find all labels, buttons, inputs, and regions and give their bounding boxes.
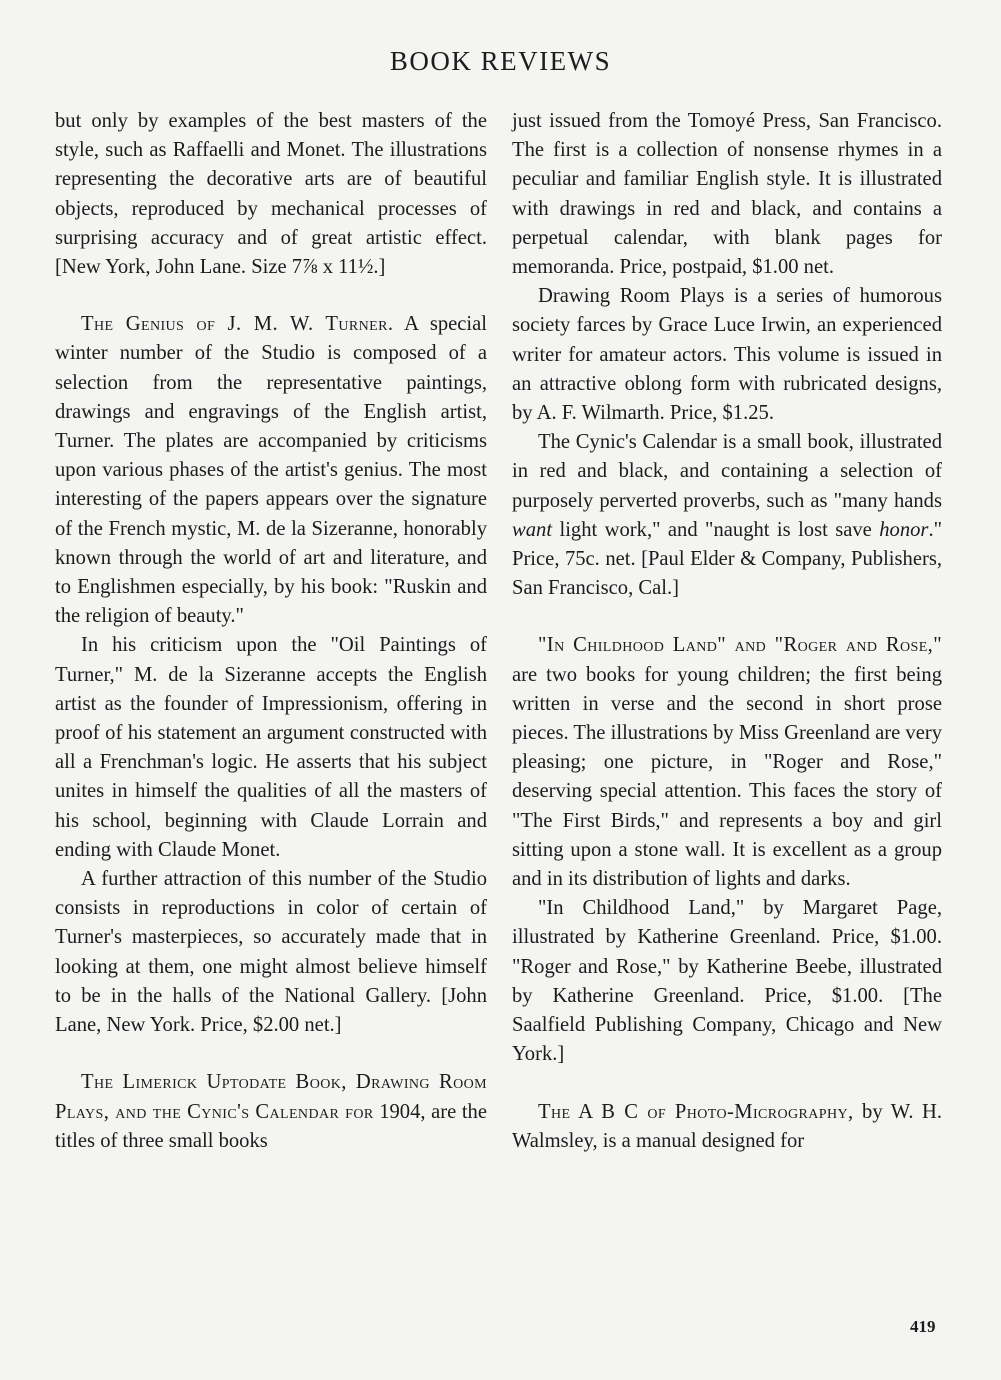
- review-title: The A B C of Photo-Micrography,: [538, 1100, 854, 1123]
- text-run: ." Price, 75c. net. [Paul Elder & Company, Publishers, San Francisco, Cal.]: [512, 518, 942, 600]
- review-limerick: [55, 1068, 487, 1156]
- review-body: by W. H. Walmsley, is a manual designed for: [512, 1100, 942, 1152]
- text-run: The Cynic's Calendar is a small book, illustrated in red and black, and containing a selection of purposely perverted proverbs, such as "many hands: [512, 431, 942, 512]
- review-title: The Genius of J. M. W. Turner.: [81, 313, 394, 336]
- review-turner: [55, 310, 487, 631]
- emphasis: want: [512, 518, 553, 541]
- review-body: 1904, are the titles of three small books: [55, 1100, 487, 1152]
- review-title: The Limerick Uptodate Book, Drawing Room Plays, and the Cynic's Calendar for: [55, 1071, 487, 1123]
- review-body: A special winter number of the Studio is composed of a selection from the representative paintings, drawings and engravings of the English artist, Turner. The plates are accompanied by criticisms upon various phases of the artist's genius. The most interesting of the papers appears over the signature of the French mystic, M. de la Sizeranne, honorably known through the world of art and literature, and to Englishmen especially, by his book: "Ruskin and the religion of beauty.": [55, 313, 487, 628]
- review-body: are two books for young children; the first being written in verse and the second in short prose pieces. The illustrations by Miss Greenland are very pleasing; one picture, in "Roger and Rose," deserving special attention. This faces the story of "The First Birds," and represents a boy and girl sitting upon a stone wall. It is excellent as a group and in its distribution of lights and darks.: [512, 663, 942, 891]
- paragraph-continuation: but only by examples of the best masters of the style, such as Raffaelli and Monet. The illustrations representing the decorative arts are of beautiful objects, reproduced by mechanical processes of surprising accuracy and of great artistic effect. [New York, John Lane. Size 7⅞ x 11½.]: [55, 110, 487, 279]
- right-column: [512, 107, 942, 1156]
- review-title: "In Childhood Land" and "Roger and Rose,": [538, 634, 942, 657]
- paragraph-continuation: just issued from the Tomoyé Press, San Francisco. The first is a collection of nonsense rhymes in a peculiar and familiar English style. It is illustrated with drawings in red and black, and contains a perpetual calendar, with blank pages for memoranda. Price, postpaid, $1.00 net.: [512, 110, 942, 279]
- review-photo-micrography: [512, 1098, 942, 1156]
- paragraph: A further attraction of this number of the Studio consists in reproductions in color of certain of Turner's masterpieces, so accurately made that in looking at them, one might almost believe himself to be in the halls of the National Gallery. [John Lane, New York. Price, $2.00 net.]: [55, 868, 487, 1037]
- text-run: light work," and "naught is lost save: [552, 518, 880, 541]
- review-childhood-land: [512, 631, 942, 894]
- page-number: 419: [910, 1317, 936, 1336]
- left-column: [55, 107, 487, 1156]
- paragraph: [512, 428, 942, 603]
- paragraph: "In Childhood Land," by Margaret Page, illustrated by Katherine Greenland. Price, $1.00. "Roger and Rose," by Katherine Beebe, illustrated by Katherine Greenland. Price, $1.00. [The Saalfield Publishing Company, Chicago and New York.]: [512, 897, 942, 1066]
- paragraph: Drawing Room Plays is a series of humorous society farces by Grace Luce Irwin, an experienced writer for amateur actors. This volume is issued in an attractive oblong form with rubricated designs, by A. F. Wilmarth. Price, $1.25.: [512, 285, 942, 425]
- paragraph: In his criticism upon the "Oil Paintings of Turner," M. de la Sizeranne accepts the English artist as the founder of Impressionism, offering in proof of his statement an argument constructed with all a Frenchman's logic. He asserts that his subject unites in himself the qualities of all the masters of his school, beginning with Claude Lorrain and ending with Claude Monet.: [55, 634, 487, 861]
- page-header: BOOK REVIEWS: [389, 46, 612, 76]
- emphasis: honor: [879, 518, 929, 541]
